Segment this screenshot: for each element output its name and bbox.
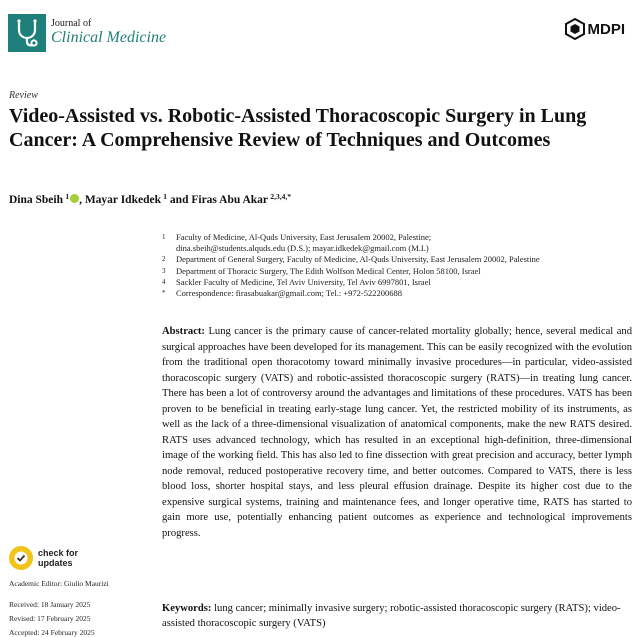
check-for-updates-button[interactable] — [9, 546, 78, 570]
publisher-name: MDPI — [587, 20, 625, 38]
author-affil-ref: 2,3,4,* — [270, 192, 291, 201]
affiliation-row: 4 Sackler Faculty of Medicine, Tel Aviv University, Tel Aviv 6997801, Israel — [162, 276, 431, 287]
affiliation-row: dina.sbeih@students.alquds.edu (D.S.); mayar.idkedek@gmail.com (M.I.) — [176, 243, 429, 254]
author-name[interactable]: Firas Abu Akar — [191, 194, 269, 206]
abstract-text: Lung cancer is the primary cause of cancer-related mortality globally; hence, several medical and surgical approaches have been developed for its management. This can be easily recognized with the evolution from the traditional open thoracotomy toward minimally invasive procedures—in particular, video-assisted thoracoscopic surgery (VATS) and robotic-assisted thoracoscopic surgery (RATS)—in treating lung cancer. There has been a lot of controversy around the advantages and limitations of these procedures. VATS has been proven to be beneficial in treating early-stage lung cancer. Yet, the restricted mobility of its instruments, as well as the lack of a three-dimensional visualization of anatomical components, make the new RATS desired. RATS uses advanced technology, which has resulted in an exceptional high-definition, three-dimensional image of the working field. This has also led to fine dissection with great precision and accuracy, better lymph node removal, reduced postoperative recovery time, and better outcomes. Compared to VATS, there is less blood loss, shorter hospital stays, and less pleural effusion drainage. Despite its higher cost due to the expensive surgical systems, training and maintenance fees, and longer operative time, RATS has started to gain more use, potentially enhancing patient outcomes as experience and technological improvements progress. — [162, 326, 632, 539]
check-updates-line1: check for — [38, 548, 79, 558]
affiliation-row: 3 Department of Thoracic Surgery, The Edith Wolfson Medical Center, Holon 58100, Israel — [162, 265, 481, 276]
mdpi-logo[interactable] — [565, 18, 626, 40]
author-affil-ref: 1 — [65, 192, 70, 201]
crossmark-icon — [9, 546, 33, 570]
author-name[interactable]: Dina Sbeih — [9, 194, 64, 206]
keywords-label: Keywords: — [162, 603, 212, 614]
check-updates-line2: updates — [38, 558, 73, 568]
accepted-date: Accepted: 24 February 2025 — [9, 628, 95, 637]
affiliation-row: * Correspondence: firasabuakar@gmail.com; Tel.: +972-522200688 — [162, 288, 402, 299]
affiliations — [162, 232, 540, 299]
mdpi-hexagon-icon — [565, 18, 585, 40]
affiliation-row: 2 Department of General Surgery, Faculty of Medicine, Al-Quds University, East Jerusalem 20002, Palestine — [162, 254, 540, 265]
author-affil-ref: 1 — [163, 192, 168, 201]
article-type: Review — [9, 90, 38, 101]
orcid-icon[interactable] — [70, 194, 79, 203]
journal-logo[interactable] — [8, 14, 166, 52]
article-title: Video-Assisted vs. Robotic-Assisted Thoracoscopic Surgery in Lung Cancer: A Comprehensive Review of Techniques and Outcomes — [9, 105, 587, 151]
keywords-text: lung cancer; minimally invasive surgery; robotic-assisted thoracoscopic surgery (RATS); video-assisted thoracoscopic surgery (VATS) — [162, 603, 621, 629]
keywords — [162, 601, 632, 631]
journal-name: Clinical Medicine — [51, 28, 167, 46]
abstract-label: Abstract: — [162, 326, 205, 337]
received-date: Received: 18 January 2025 — [9, 600, 91, 609]
author-name[interactable]: Mayar Idkedek — [84, 194, 161, 206]
stethoscope-icon — [8, 14, 46, 52]
journal-of-label: Journal of — [51, 18, 92, 30]
revised-date: Revised: 17 February 2025 — [9, 614, 91, 623]
abstract — [162, 324, 632, 541]
author-list: Dina Sbeih $^1$ , Mayar Idkedek $^1$ and Firas Abu Akar $^{2,3,4,*}$ — [9, 192, 291, 206]
academic-editor: Academic Editor: Giulio Maurizi — [9, 579, 109, 588]
affiliation-row: 1 Faculty of Medicine, Al-Quds University, East Jerusalem 20002, Palestine; — [162, 232, 432, 242]
